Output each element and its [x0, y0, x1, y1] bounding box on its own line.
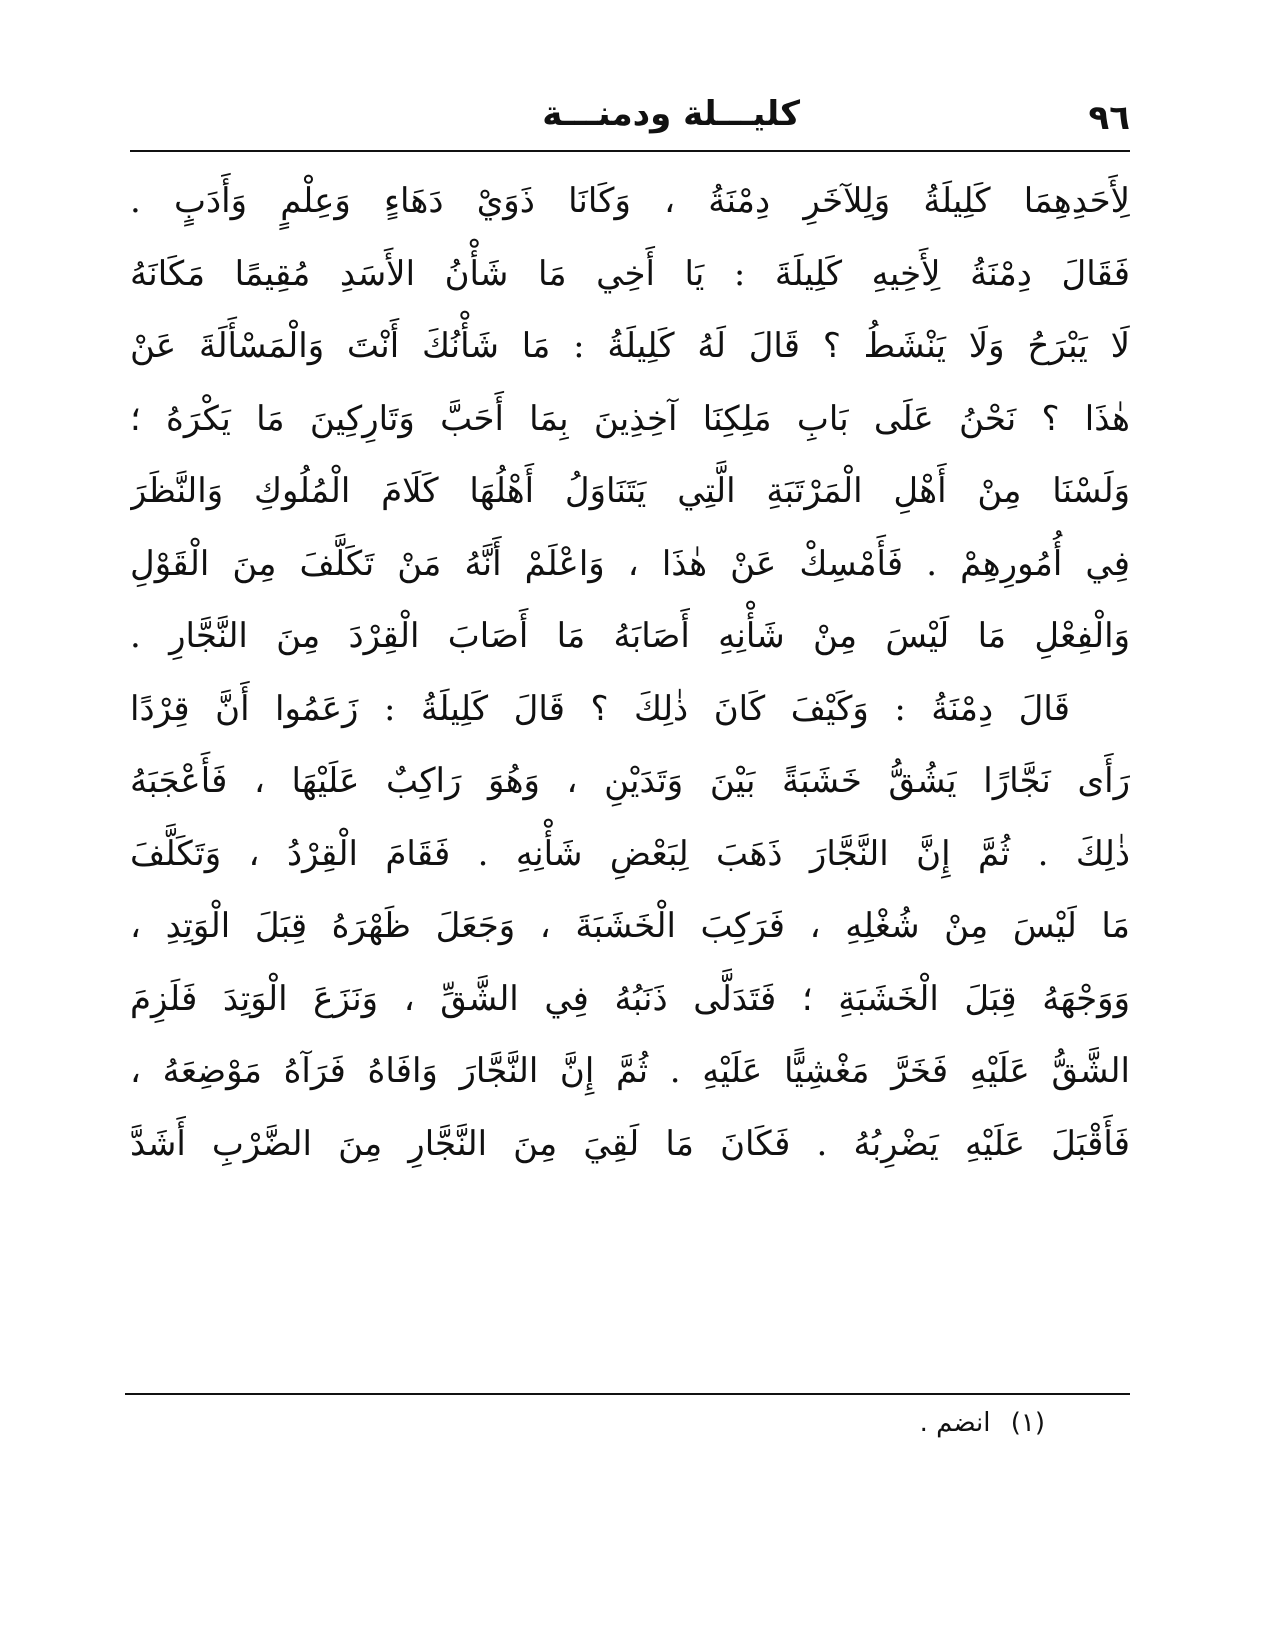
text-line: هٰذَا ؟ نَحْنُ عَلَى بَابِ مَلِكِنَا آخِذِينَ بِمَا أَحَبَّ وَتَارِكِينَ مَا يَكْرَهُ ؛ [130, 398, 1130, 439]
page-header [130, 88, 1130, 148]
text-line: وَلَسْنَا مِنْ أَهْلِ الْمَرْتَبَةِ الَّتِي يَتَنَاوَلُ أَهْلُهَا كَلَامَ الْمُلُوكِ وَالنَّظَرَ [130, 471, 1130, 511]
page-number: ٩٦ [1088, 98, 1130, 138]
text-line: فَأَقْبَلَ عَلَيْهِ يَضْرِبُهُ . فَكَانَ مَا لَقِيَ مِنَ النَّجَّارِ مِنَ الضَّرْبِ أَشَدَّ [130, 1123, 1130, 1164]
text-line: الشَّقُّ عَلَيْهِ فَخَرَّ مَغْشِيًّا عَلَيْهِ . ثُمَّ إِنَّ النَّجَّارَ وَافَاهُ فَرَآهُ مَوْضِعَهُ ، [130, 1051, 1130, 1091]
body-text [130, 165, 1130, 1180]
text-line: لَا يَبْرَحُ وَلَا يَنْشَطُ ؟ قَالَ لَهُ كَلِيلَةُ : مَا شَأْنُكَ أَنْتَ وَالْمَسْأَلَةَ عَنْ [130, 326, 1130, 366]
text-line: قَالَ دِمْنَةُ : وَكَيْفَ كَانَ ذٰلِكَ ؟ قَالَ كَلِيلَةُ : زَعَمُوا أَنَّ قِرْدًا [130, 688, 1070, 729]
footnote-divider [125, 1393, 1130, 1395]
running-title: كليـــلة ودمنـــة [542, 94, 800, 134]
text-line: وَوَجْهَهُ قِبَلَ الْخَشَبَةِ ؛ فَتَدَلَّى ذَنَبُهُ فِي الشَّقِّ ، وَنَزَعَ الْوَتِدَ فَلَزِمَ [130, 978, 1130, 1019]
footnote-text: انضم . [919, 1408, 991, 1438]
footnote [700, 1408, 1045, 1448]
text-line: فَقَالَ دِمْنَةُ لِأَخِيهِ كَلِيلَةَ : يَا أَخِي مَا شَأْنُ الأَسَدِ مُقِيمًا مَكَانَهُ [130, 253, 1130, 294]
header-divider [130, 150, 1130, 152]
footnote-number: (١) [1010, 1408, 1045, 1438]
text-line: فِي أُمُورِهِمْ . فَأَمْسِكْ عَنْ هٰذَا ، وَاعْلَمْ أَنَّهُ مَنْ تَكَلَّفَ مِنَ الْقَوْلِ [130, 543, 1130, 584]
text-line: لِأَحَدِهِمَا كَلِيلَةُ وَلِلآخَرِ دِمْنَةُ ، وَكَانَا ذَوَيْ دَهَاءٍ وَعِلْمٍ وَأَدَبٍ . [130, 181, 1130, 221]
text-line: ذٰلِكَ . ثُمَّ إِنَّ النَّجَّارَ ذَهَبَ لِبَعْضِ شَأْنِهِ . فَقَامَ الْقِرْدُ ، وَتَكَلَّفَ [130, 833, 1130, 874]
text-line: وَالْفِعْلِ مَا لَيْسَ مِنْ شَأْنِهِ أَصَابَهُ مَا أَصَابَ الْقِرْدَ مِنَ النَّجَّارِ . [130, 616, 1130, 656]
text-line: رَأَى نَجَّارًا يَشُقُّ خَشَبَةً بَيْنَ وَتَدَيْنِ ، وَهُوَ رَاكِبٌ عَلَيْهَا ، فَأَعْجَبَهُ [130, 761, 1130, 801]
text-line: مَا لَيْسَ مِنْ شُغْلِهِ ، فَرَكِبَ الْخَشَبَةَ ، وَجَعَلَ ظَهْرَهُ قِبَلَ الْوَتِدِ ، [130, 906, 1130, 946]
